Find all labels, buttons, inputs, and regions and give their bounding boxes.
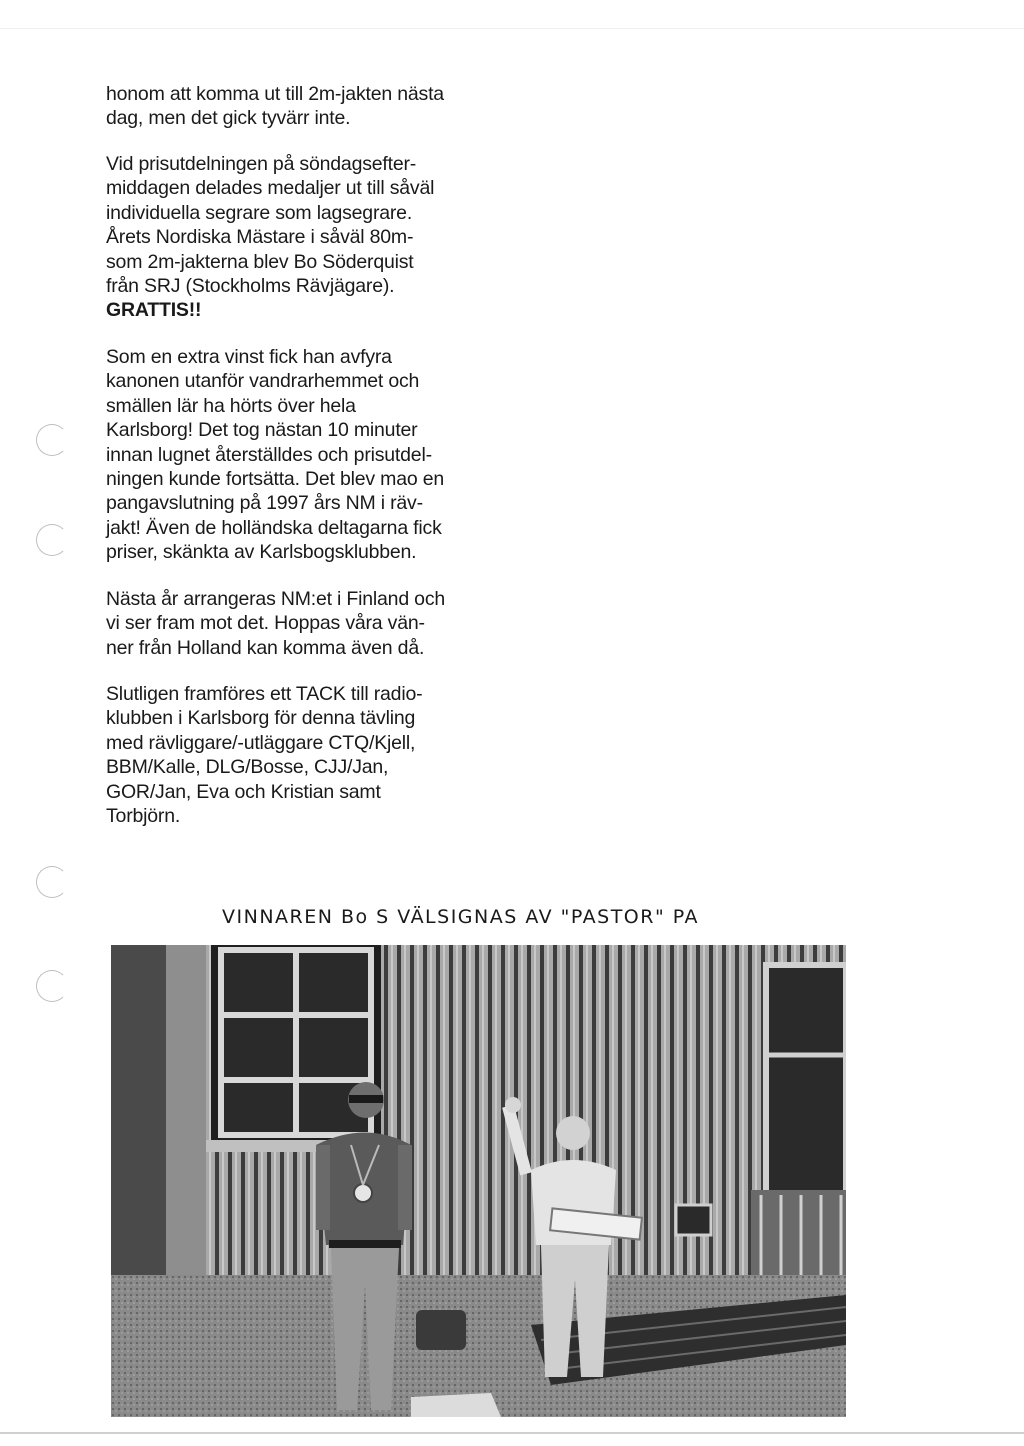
text-line: Torbjörn. [106, 805, 181, 828]
text-line: klubben i Karlsborg för denna tävling [106, 707, 416, 730]
text-line: från SRJ (Stockholms Rävjägare). [106, 275, 395, 298]
text-line: GOR/Jan, Eva och Kristian samt [106, 780, 381, 803]
emphasis-text: GRATTIS!! [106, 299, 202, 322]
text-line: BBM/Kalle, DLG/Bosse, CJJ/Jan, [106, 756, 389, 779]
text-line: innan lugnet återställdes och prisutdel- [106, 443, 432, 466]
paragraph-1 [106, 82, 444, 131]
text-line: Som en extra vinst fick han avfyra [106, 346, 392, 368]
text-line: vi ser fram mot det. Hoppas våra vän- [106, 612, 425, 635]
photo-two-men-outdoors-icon [111, 945, 846, 1417]
text-line: smällen lär ha hörts över hela [106, 394, 356, 417]
text-line: ner från Holland kan komma även då. [106, 636, 425, 659]
scan-edge-top [0, 28, 1024, 29]
text-line: Årets Nordiska Mästare i såväl 80m- [106, 226, 414, 249]
paragraph-2 [106, 152, 434, 323]
text-line: dag, men det gick tyvärr inte. [106, 107, 351, 130]
scan-edge-bottom [0, 1432, 1024, 1434]
text-line: pangavslutning på 1997 års NM i räv- [106, 492, 423, 515]
text-line: Karlsborg! Det tog nästan 10 minuter [106, 419, 418, 442]
text-line: som 2m-jakterna blev Bo Söderquist [106, 250, 414, 273]
paragraph-4 [106, 587, 445, 660]
text-line: priser, skänkta av Karlsbogsklubben. [106, 541, 417, 564]
punch-hole-icon [36, 424, 68, 456]
photo-caption: VINNAREN Bo S VÄLSIGNAS AV "PASTOR" PA [222, 906, 699, 928]
text-line: ningen kunde fortsätta. Det blev mao en [106, 468, 445, 491]
photo [111, 945, 846, 1417]
punch-hole-icon [36, 970, 68, 1002]
text-line: jakt! Även de holländska deltagarna fick [106, 516, 442, 539]
text-line: Slutligen framföres ett TACK till radio- [106, 683, 423, 705]
text-line: Vid prisutdelningen på söndagsefter- [106, 153, 417, 175]
punch-hole-icon [36, 866, 68, 898]
text-line: honom att komma ut till 2m-jakten nästa [106, 83, 444, 105]
paragraph-5 [106, 682, 422, 828]
text-line: med rävliggare/-utläggare CTQ/Kjell, [106, 731, 416, 754]
text-line: middagen delades medaljer ut till såväl [106, 177, 435, 200]
paragraph-3 [106, 345, 444, 565]
text-line: Nästa år arrangeras NM:et i Finland och [106, 588, 446, 610]
punch-hole-icon [36, 524, 68, 556]
text-line: kanonen utanför vandrarhemmet och [106, 370, 420, 393]
text-line: individuella segrare som lagsegrare. [106, 201, 413, 224]
